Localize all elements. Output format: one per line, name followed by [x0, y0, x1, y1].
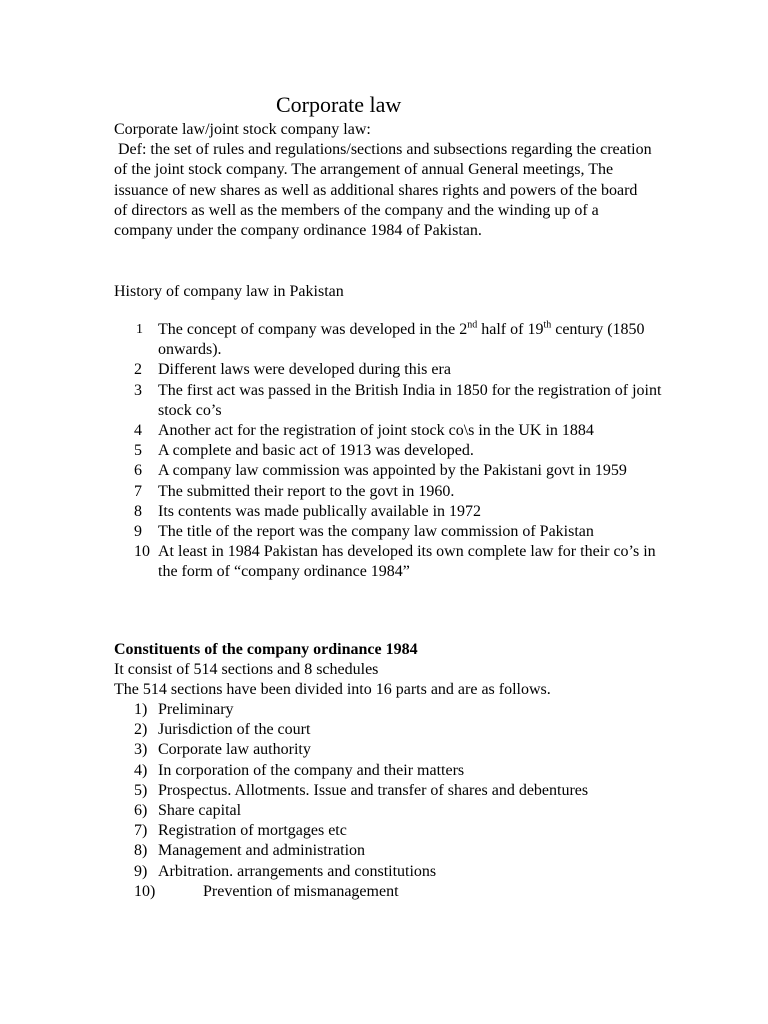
definition-paragraph: Def: the set of rules and regulations/sections and subsections regarding the creation of the joint stock company. The arrangement of annual General meetings, The issuance of new shares as well as additional shares rights and powers of the board of directors as well as the members of the company and the winding up of a company under the company ordinance 1984 of Pakistan. [114, 141, 656, 240]
part-item-text: Corporate law authority [158, 741, 311, 759]
part-item [114, 801, 674, 821]
history-item [114, 502, 674, 522]
history-item-text: A complete and basic act of 1913 was developed. [158, 442, 474, 460]
constituents-intro [114, 660, 674, 700]
history-item-text: The first act was passed in the British India in 1850 for the registration of joint stock co’s [158, 381, 662, 419]
history-item [114, 441, 674, 461]
document-title: Corporate law [276, 92, 402, 117]
history-item [114, 542, 674, 582]
history-list [114, 320, 674, 583]
part-item-number: 10) [134, 882, 156, 900]
part-item-text: Share capital [158, 802, 242, 820]
part-item-number: 8) [134, 842, 148, 860]
part-item-text: Registration of mortgages etc [158, 822, 347, 840]
history-item [114, 320, 674, 360]
history-item-number: 2 [134, 361, 142, 379]
part-item-text: Management and administration [158, 842, 366, 860]
part-item-number: 3) [134, 741, 148, 759]
part-item [114, 821, 674, 841]
history-heading: History of company law in Pakistan [114, 283, 344, 300]
parts-list [114, 700, 674, 902]
part-item-text: In corporation of the company and their matters [158, 761, 465, 779]
history-item-number: 9 [134, 523, 142, 541]
part-item-text: Arbitration. arrangements and constitutions [158, 862, 437, 880]
part-item-text: Prospectus. Allotments. Issue and transfer of shares and debentures [158, 781, 589, 799]
history-item [114, 421, 674, 441]
history-item-number: 10 [134, 543, 150, 561]
history-item-number: 4 [134, 422, 142, 440]
history-item [114, 482, 674, 502]
subtitle-line: Corporate law/joint stock company law: [114, 121, 371, 138]
part-item-text: Jurisdiction of the court [158, 721, 311, 739]
history-item-number: 8 [134, 502, 142, 520]
part-item [114, 862, 674, 882]
part-item [114, 740, 674, 760]
part-item [114, 720, 674, 740]
history-item-number: 7 [134, 482, 142, 500]
history-item-text: The title of the report was the company law commission of Pakistan [158, 523, 594, 541]
constituents-heading: Constituents of the company ordinance 1984 [114, 641, 418, 658]
part-item-number: 6) [134, 802, 148, 820]
part-item [114, 761, 674, 781]
history-item-text: The submitted their report to the govt in 1960. [158, 482, 455, 500]
constituents-line: It consist of 514 sections and 8 schedules [114, 661, 379, 678]
history-item [114, 360, 674, 380]
part-item [114, 841, 674, 861]
part-item [114, 781, 674, 801]
history-item-number: 3 [134, 381, 142, 399]
history-item-text: At least in 1984 Pakistan has developed its own complete law for their co’s in the form of “company ordinance 1984” [158, 543, 656, 581]
history-item [114, 381, 674, 421]
history-item-text: Different laws were developed during this era [158, 361, 451, 379]
part-item [114, 700, 674, 720]
definition-section [114, 120, 654, 241]
part-item-text: Prevention of mismanagement [203, 882, 399, 900]
part-item-number: 1) [134, 701, 148, 718]
history-item-number: 5 [134, 442, 142, 460]
constituents-line: The 514 sections have been divided into 16 parts and are as follows. [114, 681, 551, 699]
part-item-number: 9) [134, 862, 148, 880]
part-item-number: 4) [134, 761, 148, 779]
part-item [114, 882, 674, 902]
history-item-number: 6 [134, 462, 142, 480]
history-item-text: Another act for the registration of joint stock co\s in the UK in 1884 [158, 422, 594, 440]
history-item [114, 461, 674, 481]
history-item-number: 1 [136, 322, 143, 337]
part-item-number: 7) [134, 822, 148, 840]
part-item-number: 2) [134, 721, 148, 739]
history-item-text: The concept of company was developed in the 2nd half of 19th century (1850 onwards). [158, 319, 645, 359]
history-item [114, 522, 674, 542]
part-item-text: Preliminary [158, 701, 234, 718]
history-item-text: Its contents was made publically available in 1972 [158, 502, 482, 520]
part-item-number: 5) [134, 781, 148, 799]
history-item-text: A company law commission was appointed by the Pakistani govt in 1959 [158, 462, 627, 480]
